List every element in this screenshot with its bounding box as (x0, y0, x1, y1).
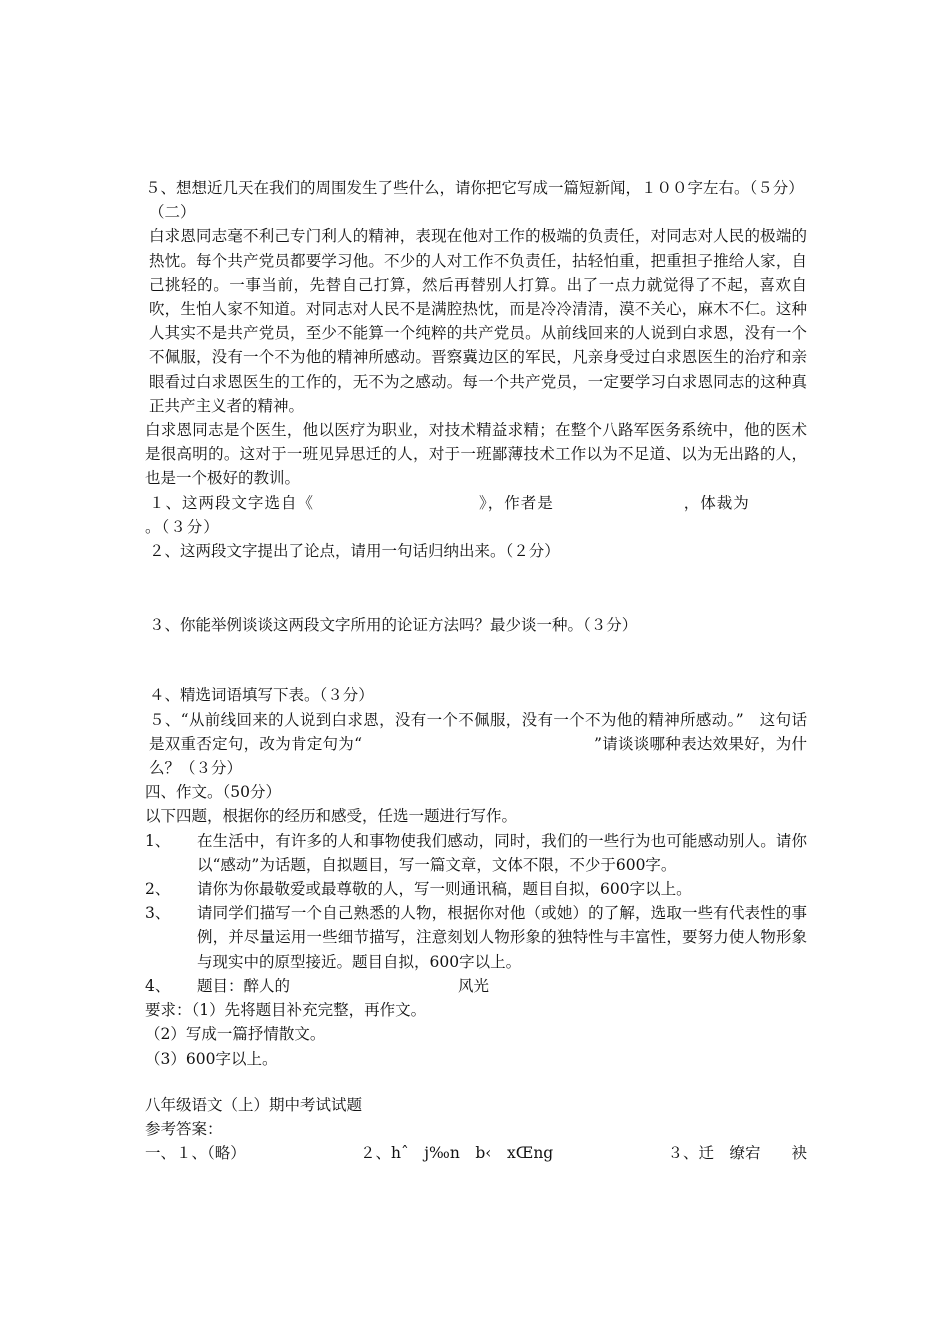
answer-3: ３、迁 缭宕 袂 (667, 1144, 807, 1163)
passage-paragraph-1: 白求恩同志毫不利己专门利人的精神，表现在他对工作的极端的负责任，对同志对人民的极端的热忱。每个共产党员都要学习他。不少的人对工作不负责任，拈轻怕重，把重担子推给人家，自己挑轻的。一事当前，先替自己打算，然后再替别人打算。出了一点力就觉得了不起，喜欢自吹，生怕人家不知道。对同志对人民不是满腔热忱，而是冷冷清清，漠不关心，麻木不仁。这种人其实不是共产党员，至少不能算一个纯粹的共产党员。从前线回来的人说到白求恩，没有一个不佩服，没有一个不为他的精神所感动。晋察冀边区的军民，凡亲身受过白求恩医生的治疗和亲眼看过白求恩医生的工作的，无不为之感动。每一个共产党员，一定要学习白求恩同志的这种真正共产主义者的精神。 (149, 227, 807, 415)
section-spacer (145, 1071, 807, 1093)
question-1-text-b: 》，作者是 (479, 493, 554, 512)
answer-key-row-1 (145, 1141, 807, 1165)
document-body (145, 176, 807, 1165)
topic-4-title-b: 风光 (458, 976, 490, 995)
topic-text: 请同学们描写一个自己熟悉的人物，根据你对他（或她）的了解，选取一些有代表性的事例，并尽量运用一些细节描写，注意刻划人物形象的独特性与丰富性，要努力使人物形象与现实中的原型接近。题目自拟，600字以上。 (197, 904, 807, 971)
answer-space-3 (145, 637, 807, 683)
question-1-text-c: ，体裁为 (683, 493, 750, 512)
topic-number: 3、 (145, 904, 171, 923)
requirement-2: （2）写成一篇抒情散文。 (145, 1025, 326, 1044)
topic-text: 在生活中，有许多的人和事物使我们感动，同时，我们的一些行为也可能感动别人。请你以“感动”为话题，自拟题目，写一篇文章，文体不限，不少于600字。 (197, 831, 807, 874)
question-2: ２、这两段文字提出了论点，请用一句话归纳出来。（２分） (149, 542, 560, 561)
requirement-1: 要求：（1）先将题目补充完整，再作文。 (145, 1001, 427, 1020)
topic-number: 2、 (145, 880, 171, 899)
answer-space-2 (145, 563, 807, 613)
topic-number: 1、 (145, 831, 171, 850)
question-4: ４、精选词语填写下表。（３分） (149, 686, 374, 705)
composition-intro: 以下四题，根据你的经历和感受，任选一题进行写作。 (145, 807, 518, 826)
question-1-score: 。（３分） (145, 517, 220, 536)
answer-blank-title (290, 974, 458, 998)
composition-topic-1 (145, 829, 807, 877)
composition-heading: 四、作文。（50分） (145, 783, 281, 802)
question-1-text-a: １、这两段文字选自《 (149, 493, 315, 512)
composition-topic-3 (145, 901, 807, 974)
composition-topic-2 (145, 877, 807, 901)
requirement-3: （3）600字以上。 (145, 1049, 278, 1068)
question-1 (145, 491, 807, 515)
answer-1: 一、１、（略） (145, 1144, 246, 1163)
question-5-news: ５、想想近几天在我们的周围发生了些什么，请你把它写成一篇短新闻，１００字左右。（５分） (145, 179, 804, 197)
topic-number: 4、 (145, 976, 171, 995)
topic-text: 请你为你最敬爱或最尊敬的人，写一则通讯稿，题目自拟，600字以上。 (197, 880, 692, 899)
topic-4-title-a: 题目：醉人的 (197, 976, 291, 995)
question-5 (145, 708, 807, 781)
question-5-text-b: ”请谈谈哪种表达效果好，为什么？（３分） (149, 734, 807, 778)
answer-2: ２、hˆ j‰n b‹ xŒng (360, 1144, 554, 1163)
question-5-text-a: ５、“从前线回来的人说到白求恩，没有一个不佩服，没有一个不为他的精神所感动。” 这句话是双重否定句，改为肯定句为“ (149, 710, 807, 753)
composition-topic-4 (145, 974, 807, 998)
part-two-label: （二） (149, 203, 196, 222)
answer-key-label: 参考答案： (145, 1119, 223, 1138)
question-3: ３、你能举例谈谈这两段文字所用的论证方法吗？最少谈一种。（３分） (149, 616, 638, 635)
answer-key-title: 八年级语文（上）期中考试试题 (145, 1095, 363, 1114)
passage-paragraph-2: 白求恩同志是个医生，他以医疗为职业，对技术精益求精；在整个八路军医务系统中，他的医术是很高明的。这对于一班见异思迁的人，对于一班鄙薄技术工作以为不足道、以为无出路的人，也是一个极好的教训。 (145, 421, 807, 488)
